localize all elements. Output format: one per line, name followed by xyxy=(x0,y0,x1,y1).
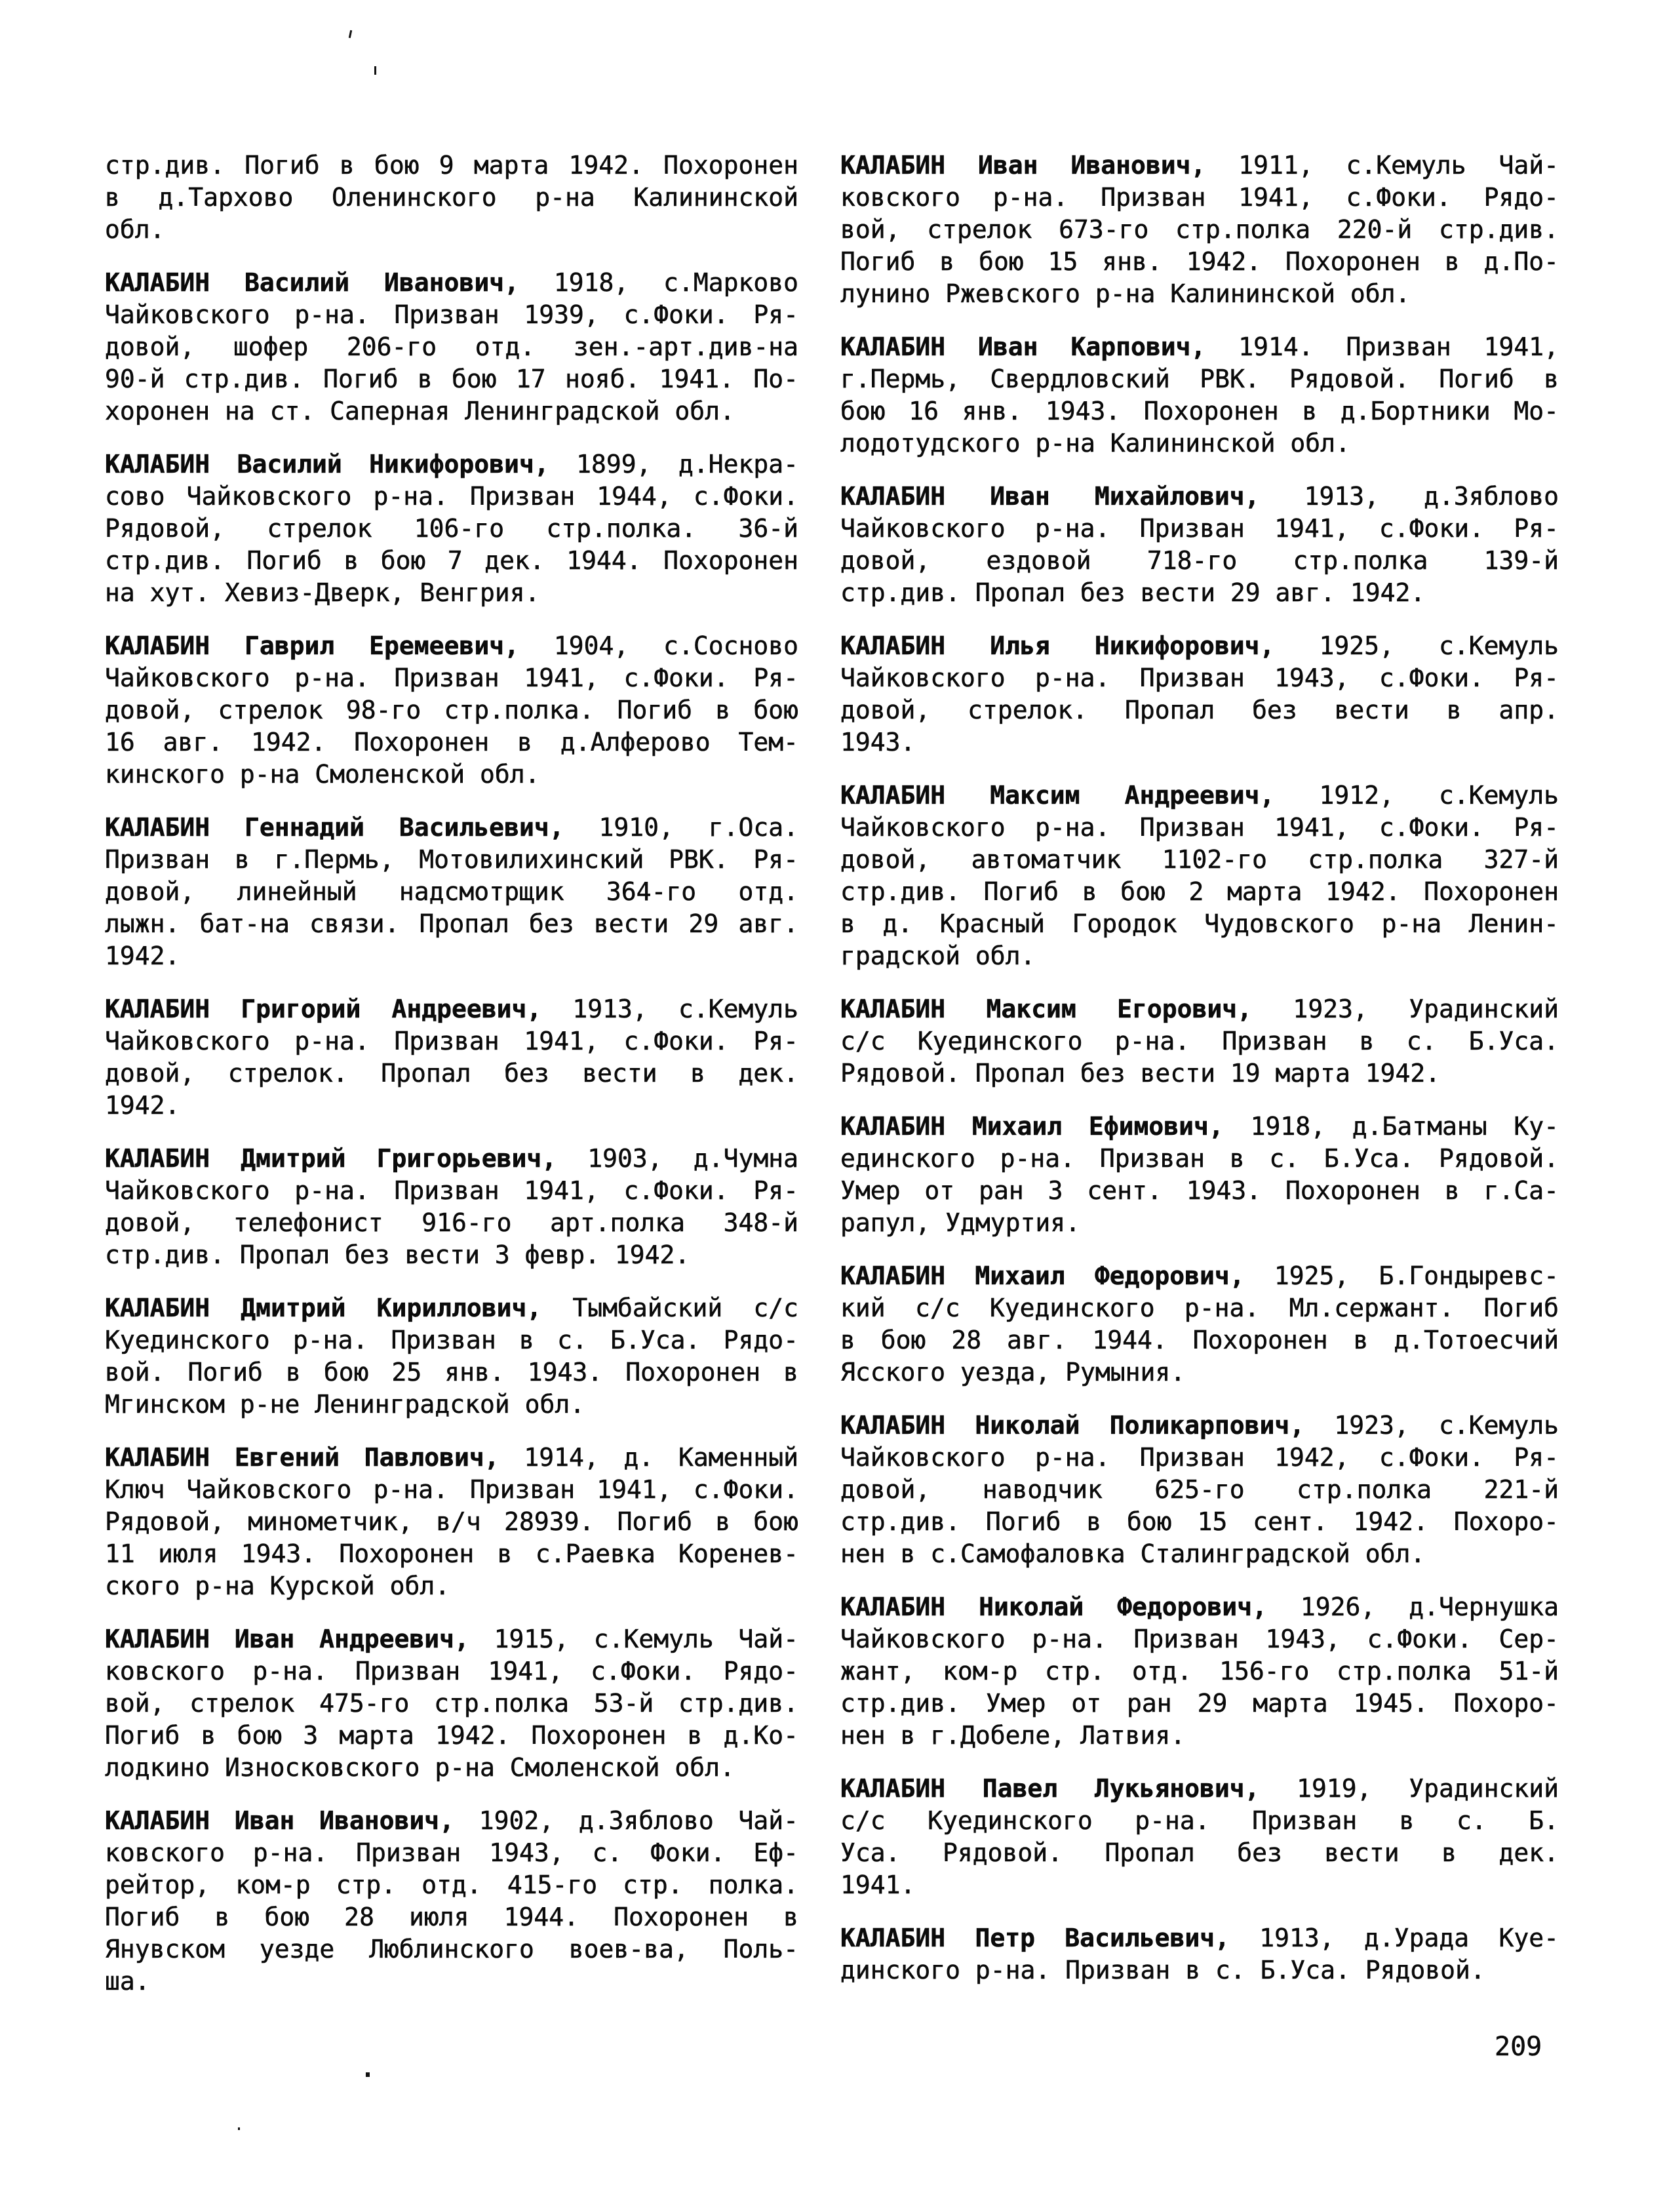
scan-artifact-speck xyxy=(366,2072,370,2077)
entry-line: Чайковского р-на. Призван 1939, с.Фоки. Ря- xyxy=(105,300,798,329)
memorial-entry xyxy=(105,1623,798,1784)
memorial-entry xyxy=(840,780,1559,972)
entry-line: стр.див. Пропал без вести 3 февр. 1942. xyxy=(105,1240,690,1269)
entry-line: КАЛАБИН Геннадий Васильевич, 1910, г.Оса. xyxy=(105,813,798,842)
entry-line: г.Пермь, Свердловский РВК. Рядовой. Погиб в xyxy=(840,365,1559,393)
entry-line: ковского р-на. Призван 1941, с.Фоки. Рядо- xyxy=(105,1657,798,1686)
entry-line: лыжн. бат-на связи. Пропал без вести 29 авг. xyxy=(105,909,798,938)
memorial-entry xyxy=(105,1292,798,1421)
entry-line: в д.Тархово Оленинского р-на Калининской xyxy=(105,183,798,212)
memorial-entry xyxy=(840,993,1559,1090)
scan-artifact-speck xyxy=(374,66,376,75)
entry-person-name: КАЛАБИН Петр Васильевич, xyxy=(840,1924,1230,1952)
memorial-entry xyxy=(840,1260,1559,1389)
entry-line: Погиб в бою 28 июля 1944. Похоронен в xyxy=(105,1903,798,1931)
entry-line: КАЛАБИН Иван Карпович, 1914. Призван 1941, xyxy=(840,332,1559,361)
entry-person-name: КАЛАБИН Иван Иванович, xyxy=(840,151,1206,180)
memorial-entry xyxy=(840,630,1559,759)
entry-line: Чайковского р-на. Призван 1943, с.Фоки. Ря- xyxy=(840,663,1559,692)
scan-artifact-speck xyxy=(238,2127,240,2130)
memorial-entry xyxy=(840,1922,1559,1986)
entry-line: КАЛАБИН Дмитрий Кириллович, Тымбайский с/с xyxy=(105,1294,798,1322)
entry-line: довой, шофер 206-го отд. зен.-арт.див-на xyxy=(105,332,798,361)
memorial-entry xyxy=(840,1591,1559,1752)
entry-line: довой, линейный надсмотрщик 364-го отд. xyxy=(105,877,798,906)
entry-line: хоронен на ст. Саперная Ленинградской обл. xyxy=(105,397,735,425)
entry-line: КАЛАБИН Павел Лукьянович, 1919, Урадинский xyxy=(840,1774,1559,1803)
entry-line: вой, стрелок 475-го стр.полка 53-й стр.див. xyxy=(105,1689,798,1718)
entry-line: Чайковского р-на. Призван 1942, с.Фоки. Ря- xyxy=(840,1443,1559,1472)
entry-person-name: КАЛАБИН Иван Михайлович, xyxy=(840,482,1260,511)
entry-line: 11 июля 1943. Похоронен в с.Раевка Коренев- xyxy=(105,1539,798,1568)
entry-line: нен в с.Самофаловка Сталинградской обл. xyxy=(840,1539,1426,1568)
entry-line: вой, стрелок 673-го стр.полка 220-й стр.див. xyxy=(840,215,1559,244)
entry-line: КАЛАБИН Дмитрий Григорьевич, 1903, д.Чумна xyxy=(105,1144,798,1173)
entry-line: 1942. xyxy=(105,1091,180,1120)
entry-line: с/с Куединского р-на. Призван в с. Б.Уса. xyxy=(840,1027,1559,1056)
entry-line: рапул, Удмуртия. xyxy=(840,1208,1081,1237)
entry-line: стр.див. Погиб в бою 15 сент. 1942. Похоро- xyxy=(840,1507,1559,1536)
entry-person-name: КАЛАБИН Иван Карпович, xyxy=(840,332,1206,361)
memorial-entry xyxy=(105,448,798,609)
entry-line: с/с Куединского р-на. Призван в с. Б. xyxy=(840,1806,1559,1835)
entry-person-name: КАЛАБИН Дмитрий Григорьевич, xyxy=(105,1144,557,1173)
entry-line: Призван в г.Пермь, Мотовилихинский РВК. Ря- xyxy=(105,845,798,874)
entry-line: ковского р-на. Призван 1941, с.Фоки. Рядо- xyxy=(840,183,1559,212)
entry-person-name: КАЛАБИН Василий Никифорович, xyxy=(105,450,549,479)
memorial-entry xyxy=(840,1111,1559,1239)
entry-line: довой, стрелок 98-го стр.полка. Погиб в бою xyxy=(105,696,798,724)
entry-line: КАЛАБИН Иван Иванович, 1911, с.Кемуль Чай- xyxy=(840,151,1559,180)
entry-line: градской обл. xyxy=(840,941,1036,970)
entry-line: нен в г.Добеле, Латвия. xyxy=(840,1721,1186,1750)
entry-person-name: КАЛАБИН Гаврил Еремеевич, xyxy=(105,631,519,660)
entry-line: стр.див. Погиб в бою 9 марта 1942. Похоронен xyxy=(105,151,798,180)
entry-line: стр.див. Погиб в бою 7 дек. 1944. Похоронен xyxy=(105,546,798,575)
entry-person-name: КАЛАБИН Николай Поликарпович, xyxy=(840,1411,1305,1440)
memorial-entry xyxy=(840,331,1559,460)
entry-line: 1943. xyxy=(840,728,916,757)
entry-line: в д. Красный Городок Чудовского р-на Ленин- xyxy=(840,909,1559,938)
entry-line: Ключ Чайковского р-на. Призван 1941, с.Фоки. xyxy=(105,1475,798,1504)
entry-person-name: КАЛАБИН Иван Иванович, xyxy=(105,1806,455,1835)
entry-line: единского р-на. Призван в с. Б.Уса. Рядовой. xyxy=(840,1144,1559,1173)
entry-line: стр.див. Погиб в бою 2 марта 1942. Похоронен xyxy=(840,877,1559,906)
entry-line: бою 16 янв. 1943. Похоронен в д.Бортники Мо- xyxy=(840,397,1559,425)
entry-person-name: КАЛАБИН Михаил Ефимович, xyxy=(840,1112,1224,1141)
memorial-entry xyxy=(105,1143,798,1271)
memorial-entry xyxy=(840,481,1559,609)
entry-line: КАЛАБИН Иван Андреевич, 1915, с.Кемуль Чай- xyxy=(105,1625,798,1653)
entry-person-name: КАЛАБИН Николай Федорович, xyxy=(840,1592,1267,1621)
entry-line: КАЛАБИН Гаврил Еремеевич, 1904, с.Сосново xyxy=(105,631,798,660)
entry-line: КАЛАБИН Евгений Павлович, 1914, д. Каменный xyxy=(105,1443,798,1472)
entry-line: ковского р-на. Призван 1943, с. Фоки. Еф- xyxy=(105,1838,798,1867)
memorial-entry xyxy=(840,1773,1559,1901)
memorial-entry xyxy=(840,1410,1559,1570)
entry-line: жант, ком-р стр. отд. 156-го стр.полка 51-й xyxy=(840,1657,1559,1686)
memorial-entry xyxy=(105,267,798,427)
entry-line: Чайковского р-на. Призван 1943, с.Фоки. Сер- xyxy=(840,1625,1559,1653)
memorial-entry xyxy=(840,149,1559,310)
entry-line: КАЛАБИН Григорий Андреевич, 1913, с.Кемуль xyxy=(105,995,798,1023)
entry-line: КАЛАБИН Илья Никифорович, 1925, с.Кемуль xyxy=(840,631,1559,660)
entry-line: КАЛАБИН Михаил Ефимович, 1918, д.Батманы Ку- xyxy=(840,1112,1559,1141)
entry-line: Чайковского р-на. Призван 1941, с.Фоки. Ря- xyxy=(105,1027,798,1056)
entry-line: кий с/с Куединского р-на. Мл.сержант. Погиб xyxy=(840,1294,1559,1322)
entry-line: вой. Погиб в бою 25 янв. 1943. Похоронен в xyxy=(105,1358,798,1387)
entry-line: КАЛАБИН Михаил Федорович, 1925, Б.Гондыревс- xyxy=(840,1261,1559,1290)
entry-person-name: КАЛАБИН Павел Лукьянович, xyxy=(840,1774,1260,1803)
left-column xyxy=(105,149,798,2019)
entry-line: КАЛАБИН Иван Михайлович, 1913, д.Зяблово xyxy=(840,482,1559,511)
entry-line: Уса. Рядовой. Пропал без вести в дек. xyxy=(840,1838,1559,1867)
entry-person-name: КАЛАБИН Григорий Андреевич, xyxy=(105,995,542,1023)
entry-line: довой, телефонист 916-го арт.полка 348-й xyxy=(105,1208,798,1237)
entry-line: 90-й стр.див. Погиб в бою 17 нояб. 1941. По- xyxy=(105,365,798,393)
entry-line: КАЛАБИН Иван Иванович, 1902, д.Зяблово Чай- xyxy=(105,1806,798,1835)
entry-line: Мгинском р-не Ленинградской обл. xyxy=(105,1390,585,1419)
entry-line: Чайковского р-на. Призван 1941, с.Фоки. Ря- xyxy=(105,663,798,692)
entry-line: 1941. xyxy=(840,1870,916,1899)
entry-line: 1942. xyxy=(105,941,180,970)
entry-person-name: КАЛАБИН Евгений Павлович, xyxy=(105,1443,499,1472)
entry-line: стр.див. Пропал без вести 29 авг. 1942. xyxy=(840,578,1426,607)
memorial-entry xyxy=(105,993,798,1122)
scan-artifact-speck xyxy=(349,30,352,38)
memorial-entry xyxy=(105,1442,798,1602)
entry-line: лодотудского р-на Калининской обл. xyxy=(840,429,1350,458)
entry-line: Чайковского р-на. Призван 1941, с.Фоки. Ря- xyxy=(840,813,1559,842)
entry-line: сово Чайковского р-на. Призван 1944, с.Фоки. xyxy=(105,482,798,511)
entry-line: довой, наводчик 625-го стр.полка 221-й xyxy=(840,1475,1559,1504)
entry-line: ша. xyxy=(105,1967,150,1996)
entry-line: КАЛАБИН Василий Никифорович, 1899, д.Некра- xyxy=(105,450,798,479)
entry-line: на хут. Хевиз-Дверк, Венгрия. xyxy=(105,578,540,607)
entry-person-name: КАЛАБИН Михаил Федорович, xyxy=(840,1261,1245,1290)
entry-person-name: КАЛАБИН Дмитрий Кириллович, xyxy=(105,1294,542,1322)
memorial-entry xyxy=(105,812,798,972)
entry-line: Рядовой. Пропал без вести 19 марта 1942. xyxy=(840,1059,1441,1088)
entry-line: Чайковского р-на. Призван 1941, с.Фоки. Ря- xyxy=(105,1176,798,1205)
entry-line: кинского р-на Смоленской обл. xyxy=(105,760,540,789)
entry-line: КАЛАБИН Николай Федорович, 1926, д.Чернушка xyxy=(840,1592,1559,1621)
memorial-entry xyxy=(105,630,798,791)
entry-line: стр.див. Умер от ран 29 марта 1945. Похоро- xyxy=(840,1689,1559,1718)
entry-line: в бою 28 авг. 1944. Похоронен в д.Тотоесчий xyxy=(840,1326,1559,1354)
entry-line: довой, стрелок. Пропал без вести в апр. xyxy=(840,696,1559,724)
entry-line: Рядовой, стрелок 106-го стр.полка. 36-й xyxy=(105,514,798,543)
entry-line: довой, стрелок. Пропал без вести в дек. xyxy=(105,1059,798,1088)
right-column xyxy=(840,149,1559,2007)
entry-line: Куединского р-на. Призван в с. Б.Уса. Рядо- xyxy=(105,1326,798,1354)
entry-line: динского р-на. Призван в с. Б.Уса. Рядовой. xyxy=(840,1956,1485,1985)
entry-person-name: КАЛАБИН Максим Егорович, xyxy=(840,995,1253,1023)
entry-line: Чайковского р-на. Призван 1941, с.Фоки. Ря- xyxy=(840,514,1559,543)
entry-line: 16 авг. 1942. Похоронен в д.Алферово Тем- xyxy=(105,728,798,757)
entry-line: Ясского уезда, Румыния. xyxy=(840,1358,1186,1387)
memorial-entry xyxy=(105,149,798,246)
entry-line: лодкино Износковского р-на Смоленской обл. xyxy=(105,1753,735,1782)
entry-line: Рядовой, минометчик, в/ч 28939. Погиб в бою xyxy=(105,1507,798,1536)
entry-line: Погиб в бою 15 янв. 1942. Похоронен в д.По- xyxy=(840,247,1559,276)
entry-line: обл. xyxy=(105,215,165,244)
entry-line: КАЛАБИН Максим Егорович, 1923, Урадинский xyxy=(840,995,1559,1023)
entry-person-name: КАЛАБИН Илья Никифорович, xyxy=(840,631,1275,660)
entry-line: КАЛАБИН Петр Васильевич, 1913, д.Урада Куе- xyxy=(840,1924,1559,1952)
entry-line: довой, автоматчик 1102-го стр.полка 327-й xyxy=(840,845,1559,874)
entry-line: рейтор, ком-р стр. отд. 415-го стр. полка. xyxy=(105,1870,798,1899)
entry-line: лунино Ржевского р-на Калининской обл. xyxy=(840,279,1411,308)
page-number: 209 xyxy=(1495,2032,1542,2062)
entry-line: КАЛАБИН Николай Поликарпович, 1923, с.Кемуль xyxy=(840,1411,1559,1440)
entry-line: ского р-на Курской обл. xyxy=(105,1571,450,1600)
entry-line: довой, ездовой 718-го стр.полка 139-й xyxy=(840,546,1559,575)
entry-line: КАЛАБИН Василий Иванович, 1918, с.Марково xyxy=(105,268,798,297)
entry-person-name: КАЛАБИН Иван Андреевич, xyxy=(105,1625,469,1653)
entry-person-name: КАЛАБИН Геннадий Васильевич, xyxy=(105,813,564,842)
entry-person-name: КАЛАБИН Василий Иванович, xyxy=(105,268,519,297)
entry-line: Погиб в бою 3 марта 1942. Похоронен в д.Ко- xyxy=(105,1721,798,1750)
entry-person-name: КАЛАБИН Максим Андреевич, xyxy=(840,781,1275,810)
entry-line: Янувском уезде Люблинского воев-ва, Поль- xyxy=(105,1935,798,1964)
memorial-entry xyxy=(105,1805,798,1998)
entry-line: Умер от ран 3 сент. 1943. Похоронен в г.Са- xyxy=(840,1176,1559,1205)
entry-line: КАЛАБИН Максим Андреевич, 1912, с.Кемуль xyxy=(840,781,1559,810)
